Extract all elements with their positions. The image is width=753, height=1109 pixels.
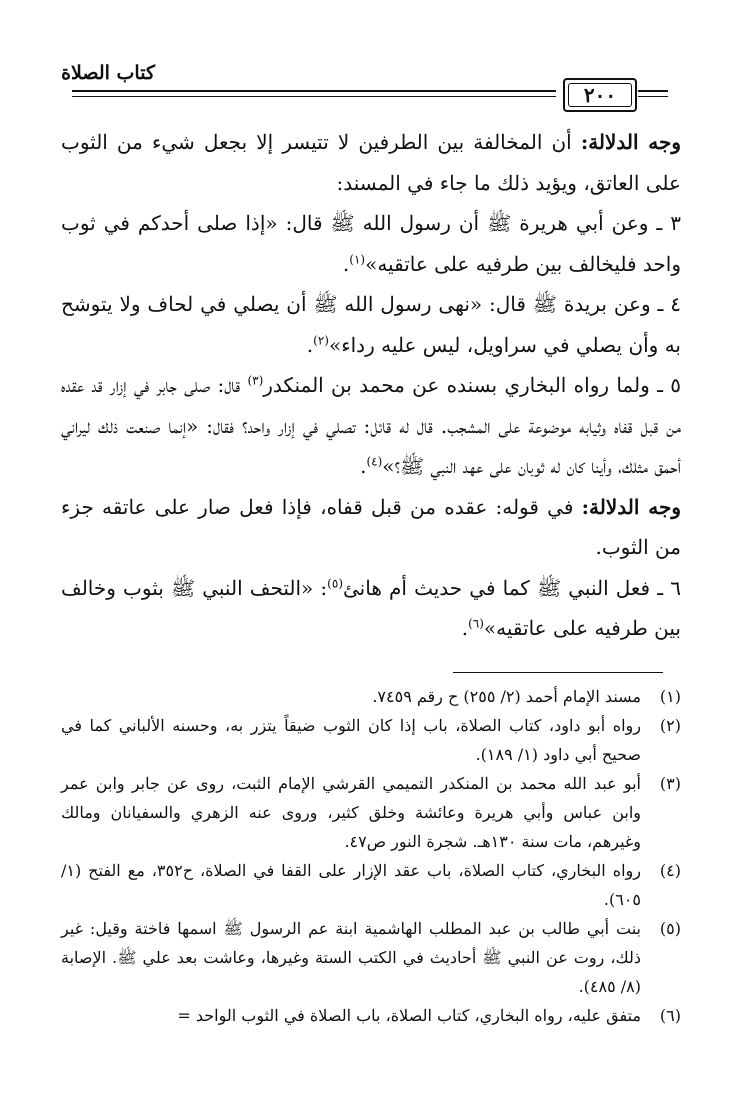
footnotes	[61, 682, 681, 1030]
page-number-box	[563, 78, 637, 112]
main-text	[61, 122, 681, 649]
footnote-number: (٦)	[659, 1006, 681, 1025]
running-header-title: كتاب الصلاة	[61, 62, 155, 84]
footnote-text: رواه أبو داود، كتاب الصلاة، باب إذا كان الثوب ضيقاً يتزر به، وحسنه الألباني كما في صحيح أبي داود (١/ ١٨٩).	[61, 716, 641, 764]
footnote	[61, 914, 681, 1001]
paragraph-text: ٦ ـ فعل النبي ﷺ كما في حديث أم هانئ	[343, 575, 681, 600]
footnote-text: بنت أبي طالب بن عبد المطلب الهاشمية ابنة عم الرسول ﷺ اسمها فاختة وقيل: غير ذلك، روت عن النبي ﷺ أحاديث في الكتب الستة وغيرها، وعاشت بعد علي ﷺ. الإصابة (٨/ ٤٨٥).	[61, 919, 641, 996]
footnote-number: (١)	[659, 687, 681, 706]
footnote-number: (٥)	[659, 919, 681, 938]
footnote-separator	[453, 672, 663, 673]
paragraph-text: : «التحف النبي ﷺ بثوب وخالف بين طرفيه على عاتقيه»	[61, 575, 681, 640]
footnote-ref[interactable]: (٤)	[366, 454, 383, 469]
footnote-text: مسند الإمام أحمد (٢/ ٢٥٥) ح رقم ٧٤٥٩.	[372, 687, 641, 706]
punctuation: .	[306, 332, 314, 357]
footnote-ref[interactable]: (٢)	[313, 332, 329, 347]
header-rule	[638, 90, 668, 92]
footnote	[61, 856, 681, 914]
header-rule	[638, 96, 668, 97]
footnote-text: أبو عبد الله محمد بن المنكدر التميمي القرشي الإمام الثبت، روى عن جابر وابن عمر وابن عباس وأبي هريرة وعائشة وخلق كثير، وروى عنه الزهري والسفيانان ومالك وغيرهم، مات سنة ١٣٠هـ. شجرة النور ص٤٧.	[61, 774, 641, 851]
paragraph-text: ٤ ـ وعن بريدة ﷺ قال: «نهى رسول الله ﷺ أن يصلي في لحاف ولا يتوشح به وأن يصلي في سراويل، ليس عليه رداء»	[61, 292, 682, 357]
page-number: ٢٠٠	[583, 83, 617, 107]
footnote-ref[interactable]: (٦)	[468, 616, 484, 631]
punctuation: .	[360, 454, 367, 478]
footnote-text: رواه البخاري، كتاب الصلاة، باب عقد الإزار على القفا في الصلاة، ح٣٥٢، مع الفتح (١/ ٦٠٥).	[61, 861, 641, 909]
paragraph	[61, 365, 681, 487]
paragraph-text: في قوله: عقده من قبل قفاه، فإذا فعل صار على عاتقه جزء من الثوب.	[61, 494, 681, 559]
footnote	[61, 711, 681, 769]
paragraph-text: ٣ ـ وعن أبي هريرة ﷺ أن رسول الله ﷺ قال: «إذا صلى أحدكم في ثوب واحد فليخالف بين طرفيه على عاتقيه»	[61, 211, 681, 276]
header-rule	[72, 96, 556, 97]
footnote-ref[interactable]: (٣)	[247, 373, 264, 388]
paragraph-text: أن المخالفة بين الطرفين لا تتيسر إلا بجعل شيء من الثوب على العاتق، ويؤيد ذلك ما جاء في المسند:	[61, 130, 681, 195]
footnote-ref[interactable]: (١)	[349, 251, 366, 266]
punctuation: .	[461, 616, 469, 640]
paragraph-text: قال: صلى جابر في إزار قد عقده من قبل قفاه وثيابه موضوعة على المشجب. قال له قائل: تصلي في إزار واحد؟ فقال: «إنما صنعت ذلك ليراني أحمق مثلك، وأينا كان له ثوبان على عهد النبي ﷺ؟»	[61, 373, 681, 478]
section-label: وجه الدلالة:	[581, 494, 682, 519]
paragraph	[61, 122, 681, 203]
section-label: وجه الدلالة:	[580, 130, 681, 154]
footnote	[61, 1001, 681, 1030]
paragraph	[61, 203, 681, 284]
footnote-ref[interactable]: (٥)	[327, 575, 343, 590]
footnote-number: (٢)	[659, 716, 681, 735]
footnote	[61, 682, 681, 711]
punctuation: .	[342, 251, 350, 276]
footnote-number: (٤)	[659, 861, 681, 880]
header-rule	[72, 90, 556, 92]
footnote-text: متفق عليه، رواه البخاري، كتاب الصلاة، باب الصلاة في الثوب الواحد =	[177, 1006, 641, 1025]
paragraph	[61, 284, 681, 365]
paragraph	[61, 568, 681, 649]
footnote	[61, 769, 681, 856]
footnote-number: (٣)	[659, 774, 681, 793]
paragraph	[61, 487, 681, 568]
paragraph-text: ٥ ـ ولما رواه البخاري بسنده عن محمد بن المنكدر	[263, 373, 681, 397]
